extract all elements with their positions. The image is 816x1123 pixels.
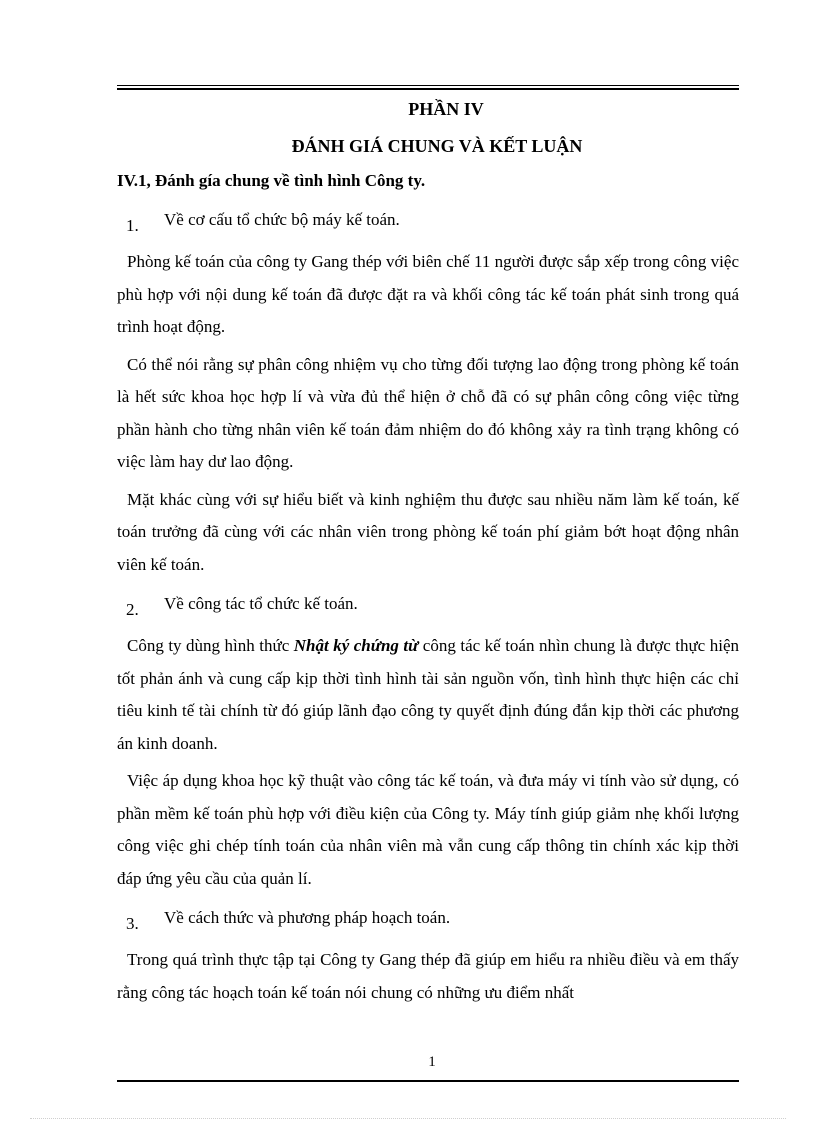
- paragraph: [117, 630, 739, 760]
- list-item-1: [117, 202, 739, 246]
- list-item-title: Về cách thức và phương pháp hoạch toán.: [164, 908, 451, 927]
- paragraph: Có thể nói rằng sự phân công nhiệm vụ cho từng đối tượng lao động trong phòng kế toán là hết sức khoa học hợp lí và vừa đủ thể hiện ở chỗ đã có sự phân công công việc từng phần hành cho từng nhân viên kế toán đảm nhiệm do đó không xảy ra tình trạng không có việc làm hay dư lao động.: [117, 354, 739, 471]
- list-number: 3.: [126, 914, 139, 933]
- list-item-title: Về cơ cấu tổ chức bộ máy kế toán.: [164, 210, 400, 229]
- list-item-title: Về công tác tổ chức kế toán.: [164, 594, 358, 613]
- page-edge-divider: [30, 1118, 786, 1119]
- emphasis-text: Nhật ký chứng từ: [293, 636, 419, 655]
- page-number: 1: [428, 1054, 436, 1070]
- header-rule: [117, 85, 739, 90]
- paragraph: Trong quá trình thực tập tại Công ty Gang thép đã giúp em hiểu ra nhiều điều và em thấy rằng công tác hoạch toán kế toán nói chung có những ưu điểm nhất: [117, 950, 739, 1002]
- paragraph-text: công tác kế toán nhìn chung là được thực hiện tốt phản ánh và cung cấp kịp thời tình hình tài sản nguồn vốn, tình hình thực hiện các chỉ tiêu kinh tế tài chính từ đó giúp lãnh đạo công ty quyết định đúng đắn kịp thời các phương án kinh doanh.: [117, 636, 739, 753]
- paragraph: Phòng kế toán của công ty Gang thép với biên chế 11 người được sắp xếp trong công việc phù hợp với nội dung kế toán đã được đặt ra và khối công tác kế toán phát sinh trong quá trình hoạt động.: [117, 252, 739, 336]
- section-heading: IV.1, Đánh gía chung về tình hình Công ty.: [117, 171, 426, 190]
- footer-rule: [117, 1080, 739, 1082]
- list-number: 1.: [126, 216, 139, 235]
- list-item-3: [117, 900, 739, 944]
- paragraph-text: Công ty dùng hình thức: [127, 636, 294, 655]
- page-content: [117, 96, 739, 1014]
- list-item-2: [117, 586, 739, 630]
- paragraph: Mặt khác cùng với sự hiểu biết và kinh nghiệm thu được sau nhiều năm làm kế toán, kế toán trưởng đã cùng với các nhân viên trong phòng kế toán phí giảm bớt hoạt động nhân viên kế toán.: [117, 489, 739, 574]
- paragraph: Việc áp dụng khoa học kỹ thuật vào công tác kế toán, và đưa máy vi tính vào sử dụng, có phần mềm kế toán phù hợp với điều kiện của Công ty. Máy tính giúp giảm nhẹ khối lượng công việc ghi chép tính toán của nhân viên mà vẫn cung cấp thông tin chính xác kịp thời đáp ứng yêu cầu của quản lí.: [117, 771, 739, 888]
- list-number: 2.: [126, 600, 139, 619]
- part-title: PHẦN IV: [408, 99, 484, 119]
- chapter-title: ĐÁNH GIÁ CHUNG VÀ KẾT LUẬN: [291, 136, 583, 156]
